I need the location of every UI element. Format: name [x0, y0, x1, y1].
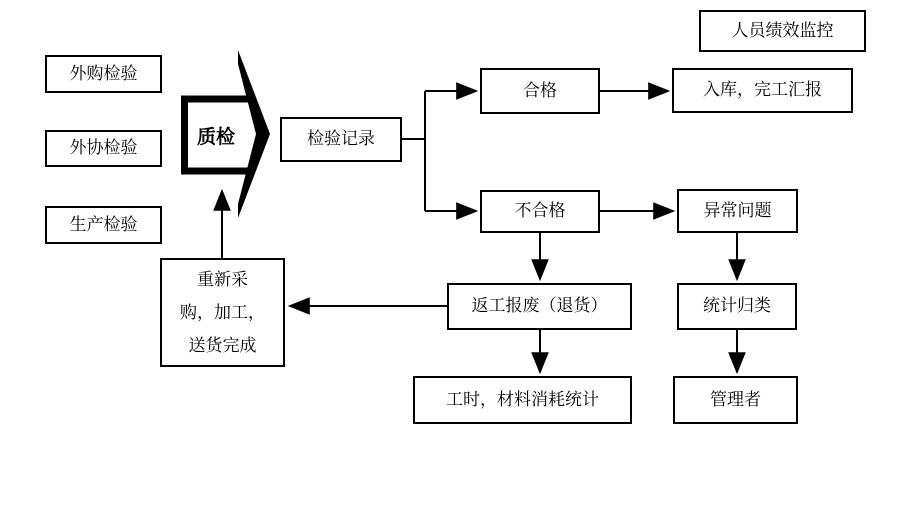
node-warehouse-completion-report: 入库，完工汇报 [672, 68, 853, 113]
node-abnormal-issues: 异常问题 [677, 189, 798, 233]
node-labor-material-consumption: 工时，材料消耗统计 [413, 376, 632, 424]
repurchase-line-1: 重新采 [197, 270, 248, 289]
node-rework-scrap-return: 返工报废（退货） [447, 283, 632, 330]
node-performance-monitoring: 人员绩效监控 [699, 10, 866, 52]
node-quality-check-label: 质检 [196, 126, 235, 148]
node-manager: 管理者 [673, 376, 798, 424]
node-qualified: 合格 [480, 68, 600, 114]
node-unqualified: 不合格 [480, 190, 600, 233]
node-statistics-classification: 统计归类 [677, 283, 797, 330]
node-repurchase-rework-delivery [160, 258, 285, 367]
node-outsource-inspection: 外协检验 [45, 130, 162, 167]
repurchase-line-3: 送货完成 [188, 336, 257, 355]
node-production-inspection: 生产检验 [45, 206, 162, 244]
repurchase-line-2: 购，加工， [180, 303, 265, 322]
node-purchase-inspection: 外购检验 [45, 55, 162, 93]
node-inspection-record: 检验记录 [280, 117, 402, 162]
connector-record-branch [402, 91, 425, 211]
